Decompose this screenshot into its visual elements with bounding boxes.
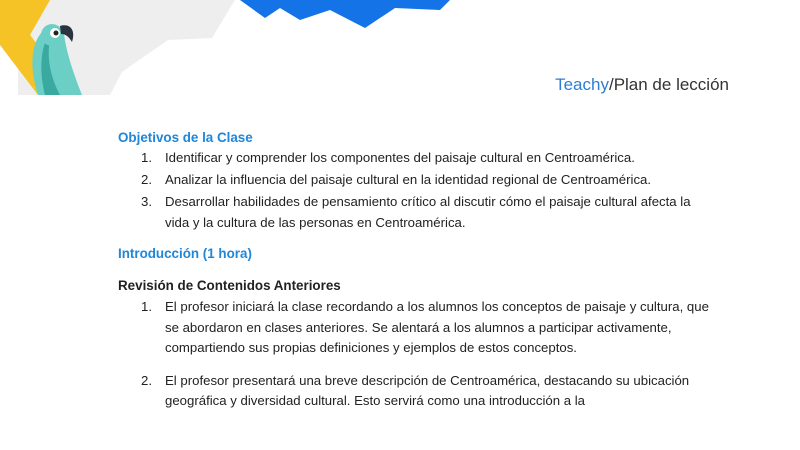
objectives-title: Objetivos de la Clase: [118, 130, 253, 145]
lesson-content: [118, 128, 718, 424]
list-item: [118, 297, 718, 359]
introduction-title: Introducción (1 hora): [118, 246, 252, 261]
blue-shape: [240, 0, 450, 28]
list-number: 1.: [141, 150, 152, 165]
brand-name: Teachy: [555, 75, 609, 94]
list-item: [118, 371, 718, 412]
review-title: Revisión de Contenidos Anteriores: [118, 278, 341, 293]
list-number: 2.: [141, 172, 152, 187]
list-item: [118, 148, 718, 169]
list-item: [118, 170, 718, 191]
list-text: Desarrollar habilidades de pensamiento crítico al discutir cómo el paisaje cultural afecta la vida y la cultura de las personas en Centroamérica.: [165, 194, 691, 230]
brand-separator: /: [608, 75, 614, 94]
list-item: [118, 192, 718, 233]
objectives-list: [118, 148, 718, 233]
list-number: 3.: [141, 194, 152, 209]
list-text: Identificar y comprender los componentes del paisaje cultural en Centroamérica.: [165, 150, 635, 165]
list-text: El profesor presentará una breve descripción de Centroamérica, destacando su ubicación geográfica y diversidad cultural. Esto servirá como una introducción a la: [165, 372, 690, 408]
list-number: 1.: [141, 299, 152, 314]
list-number: 2.: [141, 372, 152, 388]
list-text: Analizar la influencia del paisaje cultural en la identidad regional de Centroamérica.: [165, 172, 652, 187]
review-list: [118, 297, 718, 412]
list-text: El profesor iniciará la clase recordando a los alumnos los conceptos de paisaje y cultura, que se abordaron en clases anteriores. Se alentará a los alumnos a participar activamente, compartiendo sus propias definiciones y ejemplos de estos conceptos.: [165, 299, 709, 355]
brand-section: Plan de lección: [613, 75, 729, 94]
brand-header: [555, 75, 729, 95]
